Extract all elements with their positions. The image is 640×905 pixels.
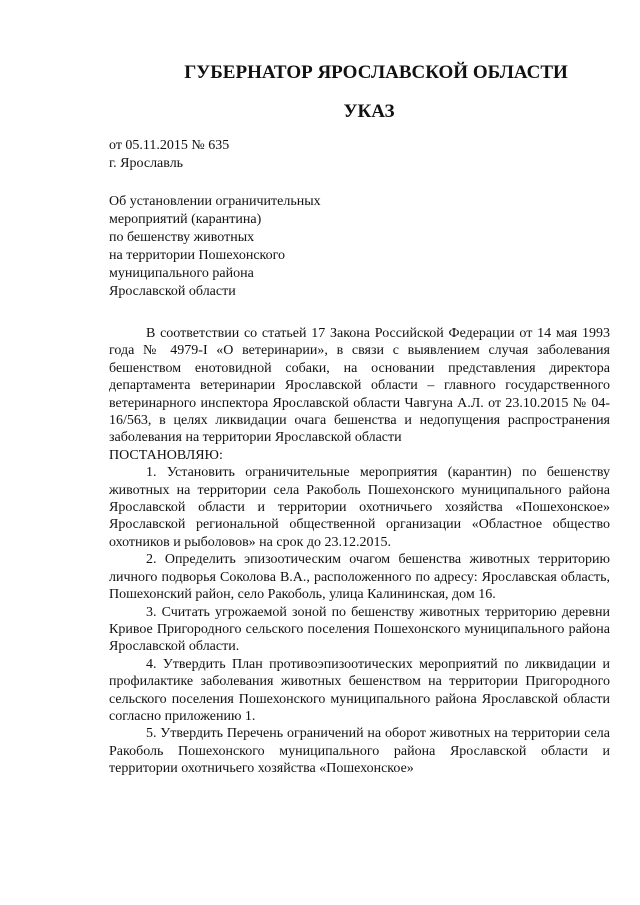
document-type: УКАЗ (343, 101, 395, 122)
document-body (109, 325, 610, 778)
resolve-heading: ПОСТАНОВЛЯЮ: (109, 447, 223, 463)
subject-line: по бешенству животных (109, 230, 255, 245)
subject-line: Об установлении ограничительных (109, 194, 321, 209)
clause-3: 3. Считать угрожаемой зоной по бешенству животных территорию деревни Кривое Пригородного сельского поселения Пошехонского муниципального района Ярославской области. (109, 604, 610, 655)
subject-line: мероприятий (карантина) (109, 212, 262, 227)
city: г. Ярославль (109, 156, 184, 171)
date-and-number: от 05.11.2015 № 635 (109, 138, 230, 153)
clause-2: 2. Определить эпизоотическим очагом бешенства животных территорию личного подворья Соколова В.А., расположенного по адресу: Ярославская область, Пошехонский район, село Ракоболь, улица Калининская, дом 16. (109, 552, 610, 603)
clause-4: 4. Утвердить План противоэпизоотических мероприятий по ликвидации и профилактике заболевания животных бешенством на территории Пригородного сельского поселения Пошехонского муниципального района Ярославской области согласно приложению 1. (109, 656, 610, 724)
document-meta (109, 137, 229, 173)
subject-line: муниципального района (109, 266, 254, 281)
clause-1: 1. Установить ограничительные мероприятия (карантин) по бешенству животных на территории села Ракоболь Пошехонского муниципального района Ярославской области и территории охотничьего хозяйства «Пошехонское» Ярославской региональной общественной организации «Областное общество охотников и рыболовов» на срок до 23.12.2015. (109, 465, 610, 550)
issuing-authority: ГУБЕРНАТОР ЯРОСЛАВСКОЙ ОБЛАСТИ (184, 62, 568, 83)
subject-line: Ярославской области (109, 284, 236, 299)
subject-line: на территории Пошехонского (109, 248, 286, 263)
clause-5: 5. Утвердить Перечень ограничений на оборот животных на территории села Ракоболь Пошехонского муниципального района Ярославской области и территории охотничьего хозяйства «Пошехонское» (109, 726, 610, 777)
document-subject (109, 193, 321, 301)
preamble-paragraph: В соответствии со статьей 17 Закона Российской Федерации от 14 мая 1993 года № 4979-I «О ветеринарии», в связи с выявлением случая заболевания бешенством енотовидной собаки, на основании представления директора департамента ветеринарии Ярославской области – главного государственного ветеринарного инспектора Ярославской области Чавгуна А.Л. от 23.10.2015 № 04-16/563, в целях ликвидации очага бешенства и недопущения распространения заболевания на территории Ярославской области (109, 326, 610, 446)
